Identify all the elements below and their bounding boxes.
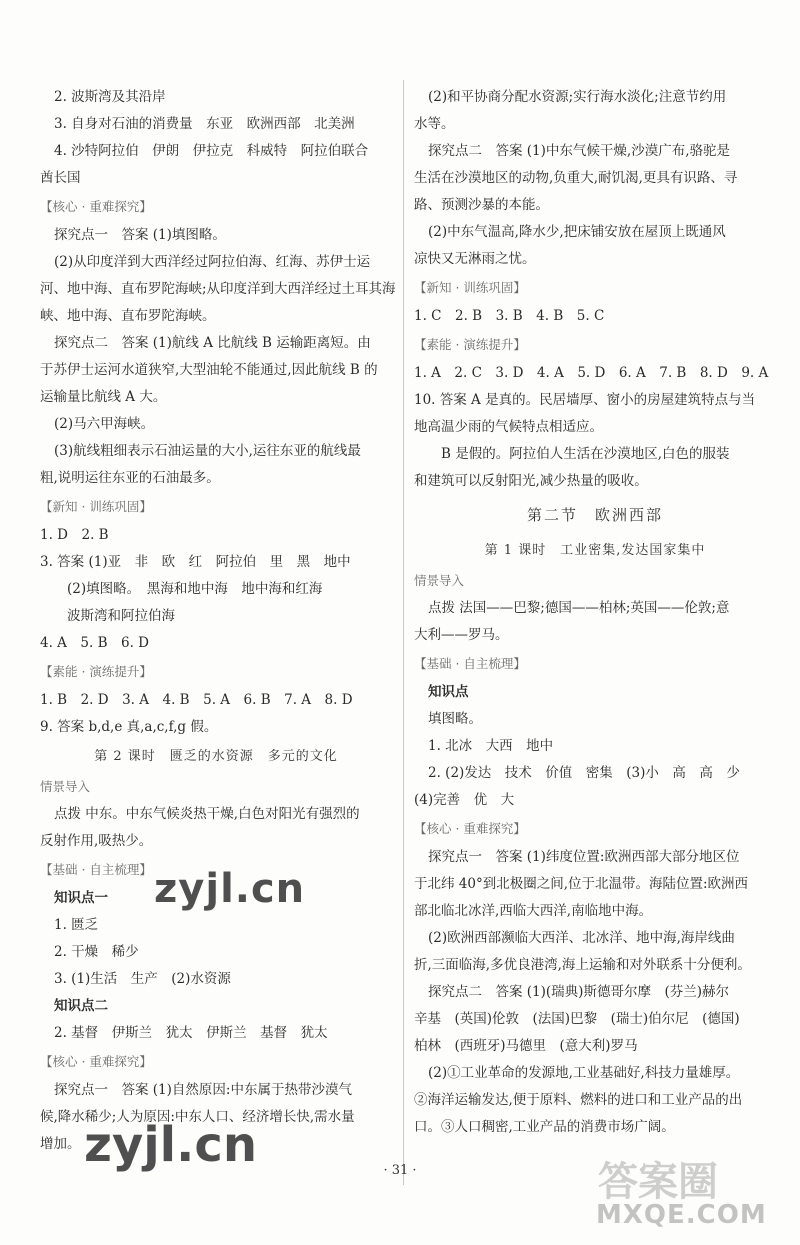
answer-line: 峡、地中海、直布罗陀海峡。 [40,308,216,324]
lesson-title: 第 2 课时 匮乏的水资源 多元的文化 [94,749,338,764]
watermark: zyjl.cn [84,1117,257,1173]
answer-line: 口。③人口稠密,工业产品的消费市场广阔。 [414,1119,675,1135]
answer-line: 1. A 2. C 3. D 4. A 5. D 6. A 7. B 8. D 9. A [414,365,769,381]
answer-line: 粗,说明运往东亚的石油最多。 [40,470,220,486]
lesson-title: 第 1 课时 工业密集,发达国家集中 [484,543,706,558]
answer-line: 辛基 (英国)伦敦 (法国)巴黎 (瑞士)伯尔尼 (德国) [414,1011,740,1027]
answer-line: (2)欧洲西部濒临大西洋、北冰洋、地中海,海岸线曲 [428,930,735,946]
answer-line: 候,降水稀少;人为原因:中东人口、经济增长快,需水量 [40,1109,355,1125]
answer-line: 3. 自身对石油的消费量 东亚 欧洲西部 北美洲 [54,116,355,132]
section-heading: 【核心 · 重难探究】 [40,199,152,214]
watermark: zyjl.cn [154,866,306,912]
answer-line: 1. 匮乏 [54,917,99,933]
answer-line: (2)从印度洋到大西洋经过阿拉伯海、红海、苏伊士运 [54,254,371,270]
answer-line: 2. 基督 伊斯兰 犹太 伊斯兰 基督 犹太 [54,1025,328,1041]
answer-line: 4. 沙特阿拉伯 伊朗 伊拉克 科威特 阿拉伯联合 [54,143,369,159]
answer-line: (2)马六甲海峡。 [54,416,155,432]
answer-line: 2. 干燥 稀少 [54,944,139,960]
answer-line: 柏林 (西班牙)马德里 (意大利)罗马 [414,1038,638,1054]
section-heading: 【核心 · 重难探究】 [40,1054,152,1069]
column-divider [403,80,404,1185]
answer-line: B 是假的。阿拉伯人生活在沙漠地区,白色的服装 [441,446,730,462]
section-heading: 【新知 · 训练巩固】 [40,499,152,514]
section-heading: 【新知 · 训练巩固】 [414,280,526,295]
section-heading: 【素能 · 演练提升】 [414,337,526,352]
answer-line: 部北临北冰洋,西临大西洋,南临地中海。 [414,903,653,919]
answer-line: 4. A 5. B 6. D [40,635,150,651]
answer-line: (3)航线粗细表示石油运量的大小,运往东亚的航线最 [54,443,361,459]
answer-line: (2)填图略。 黑海和地中海 地中海和红海 [67,581,323,597]
answer-line: 1. D 2. B [40,527,109,543]
answer-line: 于北纬 40°到北极圈之间,位于北温带。海陆位置:欧洲西 [414,876,749,892]
answer-line: 3. 答案 (1)亚 非 欧 红 阿拉伯 里 黑 地中 [40,554,351,570]
answer-line: 反射作用,吸热少。 [40,833,153,849]
answer-line: 2. 波斯湾及其沿岸 [54,89,166,105]
answer-line: 折,三面临海,多优良港湾,海上运输和对外联系十分便利。 [414,957,751,973]
answer-line: 1. C 2. B 3. B 4. B 5. C [414,308,605,324]
answer-line: 生活在沙漠地区的动物,负重大,耐饥渴,更具有识路、寻 [414,170,738,186]
answer-line: 增加。 [40,1136,81,1152]
section-heading: 【素能 · 演练提升】 [40,664,152,679]
knowledge-point-heading: 知识点二 [54,998,108,1014]
answer-line: 探究点二 答案 (1)(瑞典)斯德哥尔摩 (芬兰)赫尔 [428,984,729,1000]
answer-line: 运输量比航线 A 大。 [40,389,167,405]
answer-line: 探究点一 答案 (1)纬度位置:欧洲西部大部分地区位 [428,849,740,865]
section-heading: 【基础 · 自主梳理】 [40,862,152,877]
answer-line: (2)和平协商分配水资源;实行海水淡化;注意节约用 [428,89,727,105]
answer-line: (2)中东气温高,降水少,把床铺安放在屋顶上既通风 [428,224,726,240]
answer-line: 大利——罗马。 [414,627,509,643]
answer-line: 填图略。 [428,711,482,727]
left-column [40,84,396,1158]
answer-line: 凉快又无淋雨之忧。 [414,251,536,267]
answer-line: 和建筑可以反射阳光,减少热量的吸收。 [414,473,648,489]
answer-line: 1. 北冰 大西 地中 [428,738,554,754]
watermark: MXQE.COM [596,1200,767,1230]
section-heading: 【基础 · 自主梳理】 [414,656,526,671]
scene-intro-heading: 情景导入 [40,779,91,794]
answer-line: 探究点一 答案 (1)填图略。 [54,227,226,243]
section-title: 第二节 欧洲西部 [526,506,663,524]
answer-line: ②海洋运输发达,便于原料、燃料的进口和工业产品的出 [414,1092,743,1108]
scene-intro-heading: 情景导入 [414,573,465,588]
answer-line: 于苏伊士运河水道狭窄,大型油轮不能通过,因此航线 B 的 [40,362,378,378]
answer-line: 2. (2)发达 技术 价值 密集 (3)小 高 高 少 [428,765,740,781]
answer-line: 地高温少雨的气候特点相适应。 [414,419,603,435]
answer-line: 路、预测沙暴的本能。 [414,197,549,213]
page-number: · 31 · [383,1163,417,1178]
section-heading: 【核心 · 重难探究】 [414,821,526,836]
answer-line: 点拨 中东。中东气候炎热干燥,白色对阳光有强烈的 [54,806,360,822]
right-column [414,84,776,1141]
answer-line: 探究点二 答案 (1)中东气候干燥,沙漠广布,骆驼是 [428,143,730,159]
knowledge-point-heading: 知识点一 [54,890,108,906]
answer-line: 探究点二 答案 (1)航线 A 比航线 B 运输距离短。由 [54,335,371,351]
answer-line: 点拨 法国——巴黎;德国——柏林;英国——伦敦;意 [428,600,730,616]
answer-line: 1. B 2. D 3. A 4. B 5. A 6. B 7. A 8. D [40,692,353,708]
watermark: 答案圈 [598,1159,718,1205]
answer-line: 水等。 [414,116,455,132]
answer-line: 河、地中海、直布罗陀海峡;从印度洋到大西洋经过土耳其海 [40,281,396,297]
answer-line: 10. 答案 A 是真的。民居墙厚、窗小的房屋建筑特点与当 [414,392,756,408]
answer-line: (4)完善 优 大 [414,792,515,808]
answer-line: (2)①工业革命的发源地,工业基础好,科技力量雄厚。 [428,1065,740,1081]
answer-line: 酋长国 [40,170,81,186]
answer-line: 波斯湾和阿拉伯海 [67,608,175,624]
answer-line: 3. (1)生活 生产 (2)水资源 [54,971,231,987]
answer-line: 9. 答案 b,d,e 真,a,c,f,g 假。 [40,719,218,735]
answer-line: 探究点一 答案 (1)自然原因:中东属于热带沙漠气 [54,1082,352,1098]
knowledge-point-heading: 知识点 [428,684,469,700]
